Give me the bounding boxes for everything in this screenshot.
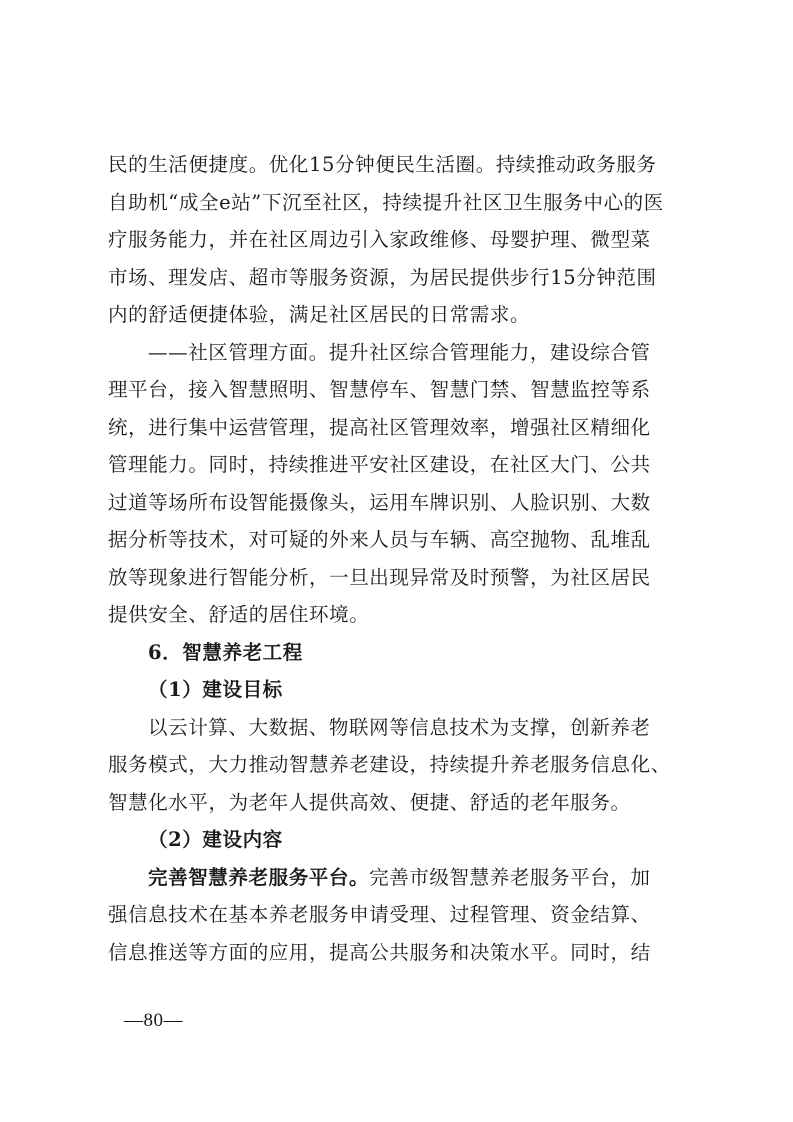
paragraph-line: 民的生活便捷度。优化15分钟便民生活圈。持续推动政务服务 [108,153,657,176]
paragraph-line: 据分析等技术，对可疑的外来人员与车辆、高空抛物、乱堆乱 [108,528,651,551]
paragraph-line: 理平台，接入智慧照明、智慧停车、智慧门禁、智慧监控等系 [108,378,651,401]
paragraph-line: 服务模式，大力推动智慧养老建设，持续提升养老服务信息化、 [108,753,671,776]
page-number: —80— [124,1010,183,1031]
paragraph-line [108,859,688,897]
subsection-heading: （2）建设内容 [148,828,283,851]
paragraph-line: 信息推送等方面的应用，提高公共服务和决策水平。同时，结 [108,940,651,964]
paragraph-line: 内的舒适便捷体验，满足社区居民的日常需求。 [108,303,531,326]
paragraph-line: 强信息技术在基本养老服务申请受理、过程管理、资金结算、 [108,903,651,926]
subsection-heading: （1）建设目标 [148,678,283,701]
paragraph-line: 管理能力。同时，持续推进平安社区建设，在社区大门、公共 [108,453,651,476]
paragraph-line: 市场、理发店、超市等服务资源，为居民提供步行15分钟范围 [108,265,657,289]
paragraph-line: 统，进行集中运营管理，提高社区管理效率，增强社区精细化 [108,415,651,439]
document-body [108,146,688,971]
paragraph-line: 放等现象进行智能分析，一旦出现异常及时预警，为社区居民 [108,565,651,589]
paragraph-line: ——社区管理方面。提升社区综合管理能力，建设综合管 [148,340,651,364]
paragraph-line: 疗服务能力，并在社区周边引入家政维修、母婴护理、微型菜 [108,228,651,251]
paragraph-line: 自助机“成全e站”下沉至社区，持续提升社区卫生服务中心的医 [108,190,664,214]
paragraph-line: 智慧化水平，为老年人提供高效、便捷、舒适的老年服务。 [108,790,631,814]
paragraph-line: 以云计算、大数据、物联网等信息技术为支撑，创新养老 [148,715,651,739]
lead-in-bold: 完善智慧养老服务平台。 [148,865,370,889]
paragraph-line: 过道等场所布设智能摄像头，运用车牌识别、人脸识别、大数 [108,490,651,514]
section-heading: 6．智慧养老工程 [148,640,303,664]
lead-in-rest: 完善市级智慧养老服务平台，加 [369,865,651,889]
paragraph-line: 提供安全、舒适的居住环境。 [108,603,370,626]
